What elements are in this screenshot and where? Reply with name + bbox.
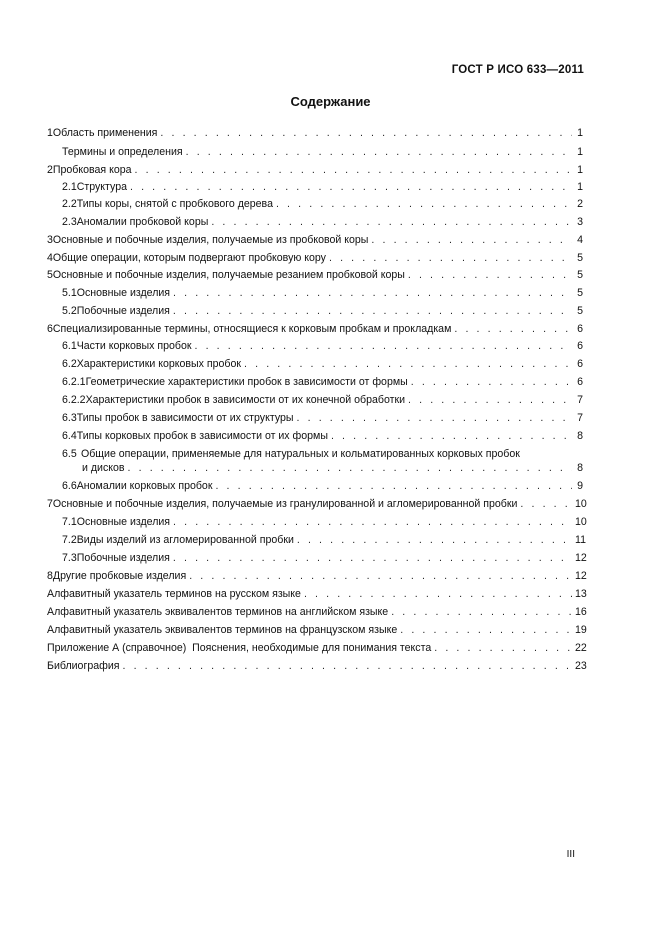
toc-entry[interactable]	[47, 623, 587, 637]
toc-entry[interactable]	[62, 197, 583, 211]
toc-leader	[122, 659, 572, 673]
toc-number: 2.1	[62, 181, 77, 193]
toc-number: 4	[47, 252, 53, 264]
toc-title: Приложение А (справочное) Пояснения, необходимые для понимания текста	[47, 642, 432, 654]
toc-leader	[391, 605, 572, 619]
toc-entry[interactable]	[47, 163, 583, 177]
toc-page: 1	[577, 164, 583, 176]
toc-title: Общие операции, применяемые для натуральных и кольматированных корковых пробок	[81, 448, 520, 460]
toc-entry[interactable]	[47, 233, 583, 247]
toc-title: Термины и определения	[62, 146, 183, 158]
toc-entry[interactable]	[62, 479, 583, 493]
toc-title: Аномалии пробковой коры	[76, 216, 209, 228]
toc-number: 2.2	[62, 198, 77, 210]
toc-title: Побочные изделия	[76, 305, 170, 317]
toc-leader	[411, 375, 572, 389]
toc-page: 6	[577, 340, 583, 352]
toc-page: 9	[577, 480, 583, 492]
toc-title: Алфавитный указатель терминов на русском языке	[47, 588, 301, 600]
toc-leader	[215, 479, 572, 493]
toc-number: 7.2	[62, 534, 77, 546]
toc-title: Библиография	[47, 660, 120, 672]
toc-leader	[194, 339, 572, 353]
toc-leader	[189, 569, 572, 583]
toc-page: 5	[577, 305, 583, 317]
toc-number: 6.2	[62, 358, 77, 370]
toc-entry[interactable]	[47, 251, 583, 265]
toc-page: 12	[575, 552, 587, 564]
toc-title: Пробковая кора	[52, 164, 132, 176]
page-title: Содержание	[290, 94, 371, 109]
toc-page: 1	[577, 127, 583, 139]
toc-number: 6.2.1	[62, 376, 86, 388]
toc-leader	[276, 197, 572, 211]
toc-leader	[434, 641, 572, 655]
toc-page: 1	[577, 181, 583, 193]
toc-page: 8	[577, 430, 583, 442]
toc-title: Основные и побочные изделия, получаемые резанием пробковой коры	[52, 269, 405, 281]
toc-page: 6	[577, 358, 583, 370]
toc-number: 6.6	[62, 480, 77, 492]
toc-title: Части корковых пробок	[76, 340, 192, 352]
toc-page: 7	[577, 394, 583, 406]
toc-entry[interactable]	[62, 145, 583, 159]
toc-entry[interactable]	[62, 429, 583, 443]
toc-leader	[244, 357, 572, 371]
toc-page: 6	[577, 323, 583, 335]
toc-title: Специализированные термины, относящиеся к корковым пробкам и прокладкам	[52, 323, 452, 335]
toc-leader	[186, 145, 572, 159]
toc-entry[interactable]	[47, 268, 583, 282]
toc-page: 16	[575, 606, 587, 618]
toc-title: Основные и побочные изделия, получаемые из гранулированной и агломерированной пробки	[52, 498, 518, 510]
toc-entry[interactable]	[62, 304, 583, 318]
toc-entry[interactable]	[62, 411, 583, 425]
toc-entry[interactable]	[62, 447, 583, 475]
toc-entry[interactable]	[47, 641, 587, 655]
toc-page: 3	[577, 216, 583, 228]
toc-page: 23	[575, 660, 587, 672]
toc-title: Типы коры, снятой с пробкового дерева	[76, 198, 273, 210]
toc-leader	[520, 497, 572, 511]
toc-number: 5	[47, 269, 53, 281]
toc-leader	[408, 393, 572, 407]
toc-leader	[211, 215, 572, 229]
toc-leader	[130, 180, 572, 194]
toc-page: 2	[577, 198, 583, 210]
toc-entry[interactable]	[62, 180, 583, 194]
toc-number: 6	[47, 323, 53, 335]
toc-page: 13	[575, 588, 587, 600]
toc-title: Алфавитный указатель эквивалентов терминов на французском языке	[47, 624, 398, 636]
toc-title: Основные и побочные изделия, получаемые из пробковой коры	[52, 234, 369, 246]
toc-page: 8	[577, 462, 583, 474]
toc-page: 22	[575, 642, 587, 654]
toc-page: 10	[575, 498, 587, 510]
toc-entry[interactable]	[62, 515, 587, 529]
toc-title-continuation: и дисков	[82, 462, 125, 474]
toc-leader	[400, 623, 572, 637]
toc-title: Структура	[76, 181, 127, 193]
toc-title: Геометрические характеристики пробок в зависимости от формы	[85, 376, 408, 388]
toc-title: Характеристики корковых пробок	[76, 358, 242, 370]
toc-title: Типы пробок в зависимости от их структуры	[76, 412, 294, 424]
toc-number: 5.1	[62, 287, 77, 299]
toc-entry[interactable]	[62, 393, 583, 407]
toc-page: 1	[577, 146, 583, 158]
toc-entry[interactable]	[47, 587, 587, 601]
toc-number: 6.3	[62, 412, 77, 424]
toc-page: 5	[577, 287, 583, 299]
toc-entry[interactable]	[47, 605, 587, 619]
toc-title: Основные изделия	[76, 287, 171, 299]
toc-leader	[173, 515, 572, 529]
toc-number: 7	[47, 498, 53, 510]
toc-entry[interactable]	[62, 286, 583, 300]
toc-leader	[297, 533, 572, 547]
toc-title: Основные изделия	[76, 516, 171, 528]
toc-entry[interactable]	[62, 339, 583, 353]
document-code: ГОСТ Р ИСО 633—2011	[451, 64, 584, 76]
toc-title: Общие операции, которым подвергают пробковую кору	[52, 252, 326, 264]
toc-leader	[160, 126, 572, 140]
toc-title: Виды изделий из агломерированной пробки	[76, 534, 294, 546]
toc-title: Характеристики пробок в зависимости от их конечной обработки	[85, 394, 406, 406]
toc-entry[interactable]	[62, 357, 583, 371]
toc-page: 5	[577, 252, 583, 264]
toc-leader	[331, 429, 572, 443]
toc-number: 7.3	[62, 552, 77, 564]
toc-leader	[408, 268, 572, 282]
toc-number: 2	[47, 164, 53, 176]
toc-page: 6	[577, 376, 583, 388]
toc-number: 2.3	[62, 216, 77, 228]
toc-entry[interactable]	[47, 126, 583, 140]
toc-page: 12	[575, 570, 587, 582]
toc-number: 3	[47, 234, 53, 246]
toc-page: 10	[575, 516, 587, 528]
toc-entry[interactable]	[62, 375, 583, 389]
toc-leader	[173, 551, 572, 565]
toc-title: Аномалии корковых пробок	[76, 480, 213, 492]
toc-entry[interactable]	[62, 551, 587, 565]
toc-leader	[128, 461, 572, 475]
toc-title: Типы корковых пробок в зависимости от их формы	[76, 430, 328, 442]
toc-title: Область применения	[52, 127, 158, 139]
toc-entry[interactable]	[47, 322, 583, 336]
toc-number: 8	[47, 570, 53, 582]
toc-number: 5.2	[62, 305, 77, 317]
toc-page: 11	[575, 534, 586, 546]
toc-leader	[173, 304, 572, 318]
toc-entry[interactable]	[47, 569, 587, 583]
toc-leader	[297, 411, 572, 425]
toc-entry[interactable]	[62, 533, 586, 547]
toc-page: 5	[577, 269, 583, 281]
toc-leader	[135, 163, 572, 177]
toc-leader	[371, 233, 572, 247]
toc-page: 4	[577, 234, 583, 246]
toc-leader	[173, 286, 572, 300]
toc-number: 6.2.2	[62, 394, 86, 406]
toc-number: 1	[47, 127, 53, 139]
toc-leader	[329, 251, 572, 265]
toc-title: Побочные изделия	[76, 552, 170, 564]
toc-leader	[454, 322, 572, 336]
toc-entry[interactable]	[47, 497, 587, 511]
toc-title: Алфавитный указатель эквивалентов терминов на английском языке	[47, 606, 389, 618]
toc-number: 7.1	[62, 516, 77, 528]
toc-number: 6.4	[62, 430, 77, 442]
toc-leader	[304, 587, 572, 601]
toc-number: 6.5	[62, 448, 77, 460]
toc-entry[interactable]	[47, 659, 587, 673]
toc-page: 7	[577, 412, 583, 424]
toc-page: 19	[575, 624, 587, 636]
page-number: III	[566, 849, 575, 860]
toc-title: Другие пробковые изделия	[52, 570, 187, 582]
toc-entry[interactable]	[62, 215, 583, 229]
toc-number: 6.1	[62, 340, 77, 352]
